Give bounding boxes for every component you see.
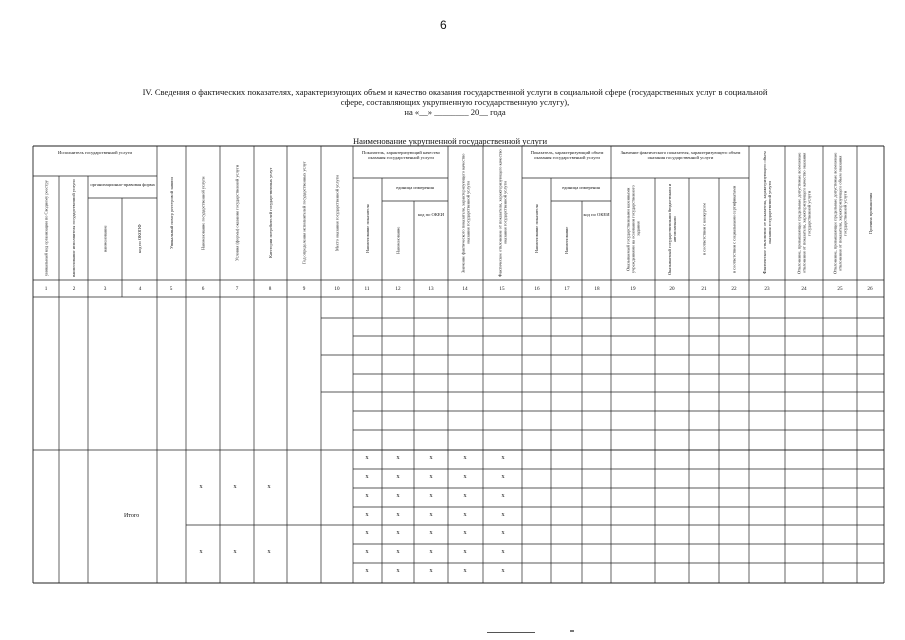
col-16-header: Наименование показателя [534,204,539,254]
total-label: Итого [124,513,140,519]
col-number: 13 [428,286,434,292]
col-number: 18 [594,286,600,292]
col-3-header: наименование [102,225,108,253]
x-mark: x [365,511,369,518]
footer-line [487,632,535,633]
col-number: 21 [701,286,707,292]
x-mark: x [429,511,433,518]
col-number: 4 [138,286,142,292]
col-11-header: Наименование показателя [365,204,370,254]
col-number: 23 [764,286,770,292]
col-13-header: код по ОКЕИ [417,212,445,217]
x-mark: x [463,511,467,518]
x-mark: x [429,454,433,461]
col-number: 8 [268,286,272,292]
col-number: 25 [837,286,843,292]
x-mark: x [396,473,400,480]
col-15-header: Фактическое отклонение от показателя, характеризующего качество оказания государственной услуги [497,149,508,277]
col-number: 12 [395,286,401,292]
volume-group-header: Показатель, характеризующий объем оказания государственной услуги [530,150,604,161]
col-19-header: Оказываемый государственными казенными учреждениями на основании государственного задания [625,185,641,273]
x-mark: x [199,548,203,555]
x-mark: x [267,548,271,555]
col-number: 2 [72,286,76,292]
col-number: 7 [235,286,239,292]
executor-group-header: Исполнитель государственной услуги [58,150,132,155]
x-mark: x [365,548,369,555]
x-mark: x [396,567,400,574]
col-1-header: уникальный код организации по Сводному реестру [43,180,49,276]
col-number: 24 [801,286,807,292]
quality-group-header: Показатель, характеризующий качество оказания государственной услуги [362,150,440,161]
x-mark: x [463,529,467,536]
x-mark: x [365,473,369,480]
page-number: 6 [440,18,447,32]
col-22-header: в соответствии с социальными сертификатами [731,185,737,273]
x-mark: x [501,529,505,536]
col-17-header: Наименование [564,226,569,255]
col-number: 9 [302,286,306,292]
x-mark: x [396,511,400,518]
x-mark: x [501,454,505,461]
x-mark: x [463,492,467,499]
col-number: 3 [103,286,107,292]
heading-line-3: на «__» ________ 20__ года [404,107,506,117]
col-number: 1 [44,286,48,292]
col-21-header: в соответствии с конкурсом [701,203,707,255]
x-mark: x [396,454,400,461]
x-mark: x [233,548,237,555]
col-number: 10 [334,286,340,292]
col-9-header: Год определения исполнителей государственных услуг [301,161,307,265]
col-6-header: Наименование государственной услуги [200,176,206,250]
x-mark: x [429,492,433,499]
service-name-caption: Наименование укрупненной государственной услуги [352,136,548,146]
col-number: 22 [731,286,737,292]
col-14-header: Значение фактического показателя, характеризующего качество оказания государственной услуги [460,153,471,273]
x-mark: x [501,511,505,518]
col-23-header: Фактическое отклонение от показателя, характеризующего объем оказания государственной услуги [762,151,772,275]
x-mark: x [463,473,467,480]
col-number: 26 [867,286,873,292]
x-mark: x [463,454,467,461]
x-mark: x [365,454,369,461]
x-mark: x [429,529,433,536]
x-mark: x [267,483,271,490]
x-mark: x [463,548,467,555]
col-number: 5 [169,286,173,292]
x-mark: x [501,548,505,555]
col-7-header: Условия (формы) оказания государственной услуги [234,164,240,262]
x-mark: x [396,529,400,536]
fact-value-group-header: Значение фактического показателя, характеризующего объем оказания государственной услуги [620,150,741,161]
col-number: 6 [201,286,205,292]
col-12-header: Наименование [395,226,401,255]
col-number: 14 [462,286,468,292]
col-26-header: Причина превышения [868,192,873,234]
col-number: 19 [630,286,636,292]
quality-unit-header: единица измерения [396,185,434,190]
x-mark: x [233,483,237,490]
x-mark: x [463,567,467,574]
heading-line-1: IV. Сведения о фактических показателях, характеризующих объем и качество оказания государственной услуги в социальной сфере (государственных услуг в социальной [142,87,768,97]
x-mark: x [429,548,433,555]
footer-mark [570,630,574,632]
col-8-header: Категории потребителей государственных услуг [268,167,273,259]
x-mark: x [365,492,369,499]
x-mark: x [365,529,369,536]
x-mark: x [501,567,505,574]
x-mark: x [396,492,400,499]
col-number: 11 [364,286,370,292]
x-mark: x [429,567,433,574]
legal-form-header: организационно-правовая форма [90,182,155,187]
volume-unit-header: единица измерения [562,185,600,190]
heading-line-2: сфере, составляющих укрупненную государственную услугу), [340,97,570,107]
col-25-header: Отклонение, превышающее предельные допустимые возможные отклонения от показателя, характеризующего объем оказания государственной услуги [832,152,848,274]
col-number: 20 [669,286,675,292]
col-5-header: Уникальный номер реестровой записи [169,177,174,249]
x-mark: x [501,473,505,480]
col-20-header: Оказываемый государственными бюджетными и автономными [667,183,677,275]
x-mark: x [365,567,369,574]
x-mark: x [501,492,505,499]
x-mark: x [396,548,400,555]
col-number: 17 [564,286,570,292]
x-mark: x [429,473,433,480]
x-mark: x [199,483,203,490]
col-2-header: наименование исполнителя государственной услуги [71,179,76,277]
col-18-header: код по ОКЕИ [583,212,610,217]
col-24-header: Отклонение, превышающее предельные допустимые возможные отклонения от показателя, характеризующего качество оказания государственной услуги [796,152,812,274]
col-number: 15 [499,286,505,292]
col-4-header: код по ОКОПФ [137,224,142,254]
col-10-header: Место оказания государственной услуги [334,175,340,251]
col-number: 16 [534,286,540,292]
